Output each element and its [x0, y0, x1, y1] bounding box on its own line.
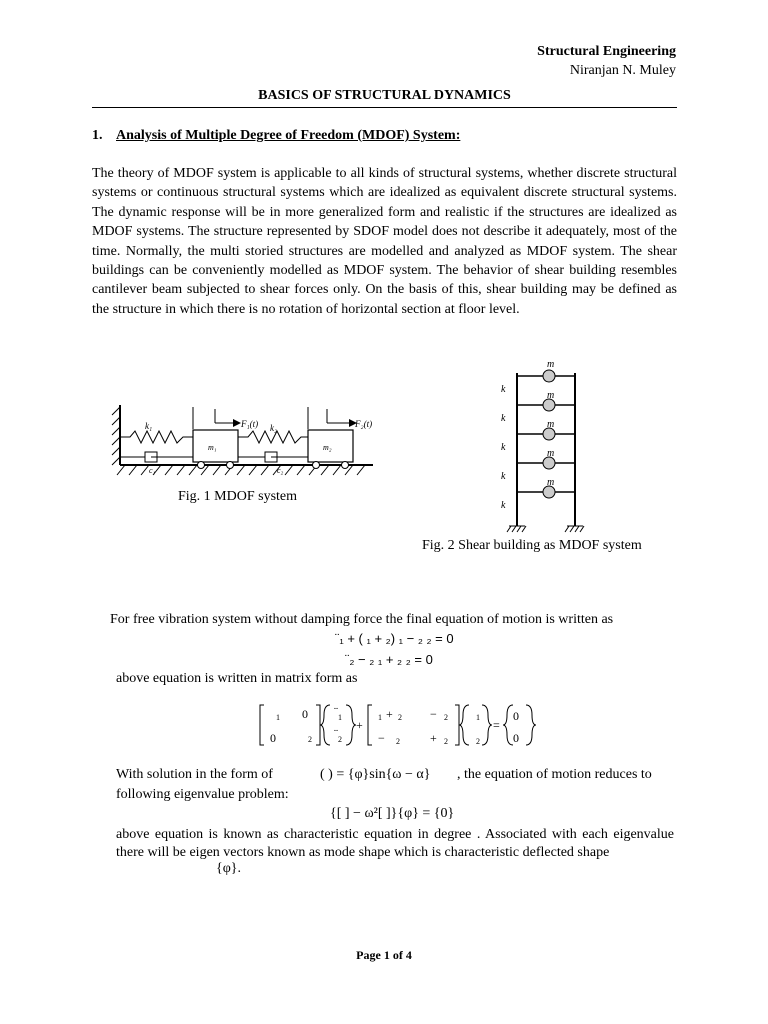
- floor-mass-1: [543, 370, 555, 382]
- figure-2-shear-building-diagram: [495, 358, 595, 538]
- characteristic-paragraph: above equation is known as characteristic equation in degree . Associated with each eigenvalue there will be eigen vectors known as mode shape which is characteristic deflected shape: [116, 827, 674, 860]
- svg-text:0: 0: [513, 709, 519, 723]
- figure-2-caption: Fig. 2 Shear building as MDOF system: [422, 538, 642, 553]
- svg-text:1: 1: [476, 713, 480, 722]
- svg-text:m: m: [547, 448, 555, 459]
- svg-text:2: 2: [396, 737, 400, 746]
- label-F2: F₂(t): [355, 419, 373, 429]
- svg-text:+: +: [356, 718, 363, 732]
- label-c2: c₂: [277, 466, 284, 475]
- svg-text:m: m: [547, 419, 555, 430]
- svg-text:m: m: [547, 390, 555, 401]
- svg-text:+: +: [386, 707, 393, 721]
- svg-text:¨: ¨: [334, 704, 338, 718]
- equation-1: ¨₁ + ( ₁ + ₂) ₁ − ₂ ₂ = 0: [335, 631, 454, 646]
- damper-c2: [238, 452, 308, 462]
- section-number: 1.: [92, 128, 103, 143]
- matrix-intro: above equation is written in matrix form as: [116, 671, 358, 686]
- svg-text:2: 2: [338, 735, 342, 744]
- svg-text:2: 2: [398, 713, 402, 722]
- svg-text:k: k: [501, 413, 506, 424]
- svg-text:1: 1: [338, 713, 342, 722]
- label-k1: k₁: [145, 421, 153, 431]
- label-c1: c₁: [149, 466, 156, 475]
- eigenvalue-equation: {[ ] − ω²[ ]}{φ} = {0}: [330, 806, 455, 821]
- solution-form-equation: ( ) = {φ}sin{ω − α}: [320, 767, 431, 782]
- solution-text-start: With solution in the form of: [116, 767, 273, 782]
- intro-paragraph: The theory of MDOF system is applicable to all kinds of structural systems, whether discrete structural systems or continuous structural systems which are idealized as equivalent discrete structural systems. The dynamic response will be in more generalized form and realistic if the structures are idealized as MDOF systems. The structure represented by SDOF model does not describe it adequately, most of the time. Normally, the multi storied structures are modelled and analyzed as MDOF system. The shear buildings can be conveniently modelled as MDOF system. The behavior of shear building resembles cantilever beam subjected to shear forces only. On the basis of this, shear building may be defined as the structure in which there is no rotation of horizontal section at floor level.: [92, 166, 677, 317]
- label-k2: k₂: [270, 423, 278, 433]
- svg-text:+: +: [430, 731, 437, 745]
- figure-1-mdof-diagram: [105, 395, 390, 485]
- svg-text:0: 0: [513, 731, 519, 745]
- label-F1: F₁(t): [241, 419, 259, 429]
- title-rule: [92, 107, 677, 108]
- svg-text:k: k: [501, 442, 506, 453]
- page-number: Page 1 of 4: [356, 948, 412, 962]
- svg-text:¨: ¨: [334, 726, 338, 740]
- svg-text:2: 2: [444, 713, 448, 722]
- svg-text:2: 2: [476, 737, 480, 746]
- svg-text:k: k: [501, 384, 506, 395]
- spring-k1: [120, 431, 193, 443]
- svg-text:0: 0: [302, 707, 308, 721]
- label-m2: m₂: [323, 443, 332, 452]
- svg-text:2: 2: [444, 737, 448, 746]
- header-course: Structural Engineering: [537, 44, 676, 59]
- matrix-equation: [250, 700, 540, 750]
- svg-text:=: =: [493, 718, 500, 732]
- svg-text:0: 0: [270, 731, 276, 745]
- free-vibration-intro: For free vibration system without damping force the final equation of motion is written as: [110, 612, 614, 627]
- svg-text:1: 1: [276, 713, 280, 722]
- label-m1: m₁: [208, 443, 217, 452]
- svg-text:1: 1: [378, 713, 382, 722]
- solution-text-end: , the equation of motion reduces to: [457, 767, 652, 782]
- damper-c1: [120, 452, 193, 462]
- equation-2: ¨₂ − ₂ ₁ + ₂ ₂ = 0: [345, 652, 433, 667]
- svg-text:m: m: [547, 359, 555, 370]
- svg-text:−: −: [378, 731, 385, 745]
- svg-text:2: 2: [308, 735, 312, 744]
- section-title: Analysis of Multiple Degree of Freedom (MDOF) System:: [116, 128, 461, 143]
- figure-1-caption: Fig. 1 MDOF system: [178, 489, 298, 504]
- mode-shape-symbol: {φ}.: [216, 861, 242, 876]
- header-author: Niranjan N. Muley: [569, 63, 676, 78]
- document-title: BASICS OF STRUCTURAL DYNAMICS: [258, 88, 511, 103]
- svg-text:k: k: [501, 471, 506, 482]
- svg-text:−: −: [430, 707, 437, 721]
- svg-text:m: m: [547, 477, 555, 488]
- solution-text-line2: following eigenvalue problem:: [116, 787, 289, 802]
- svg-text:k: k: [501, 500, 506, 511]
